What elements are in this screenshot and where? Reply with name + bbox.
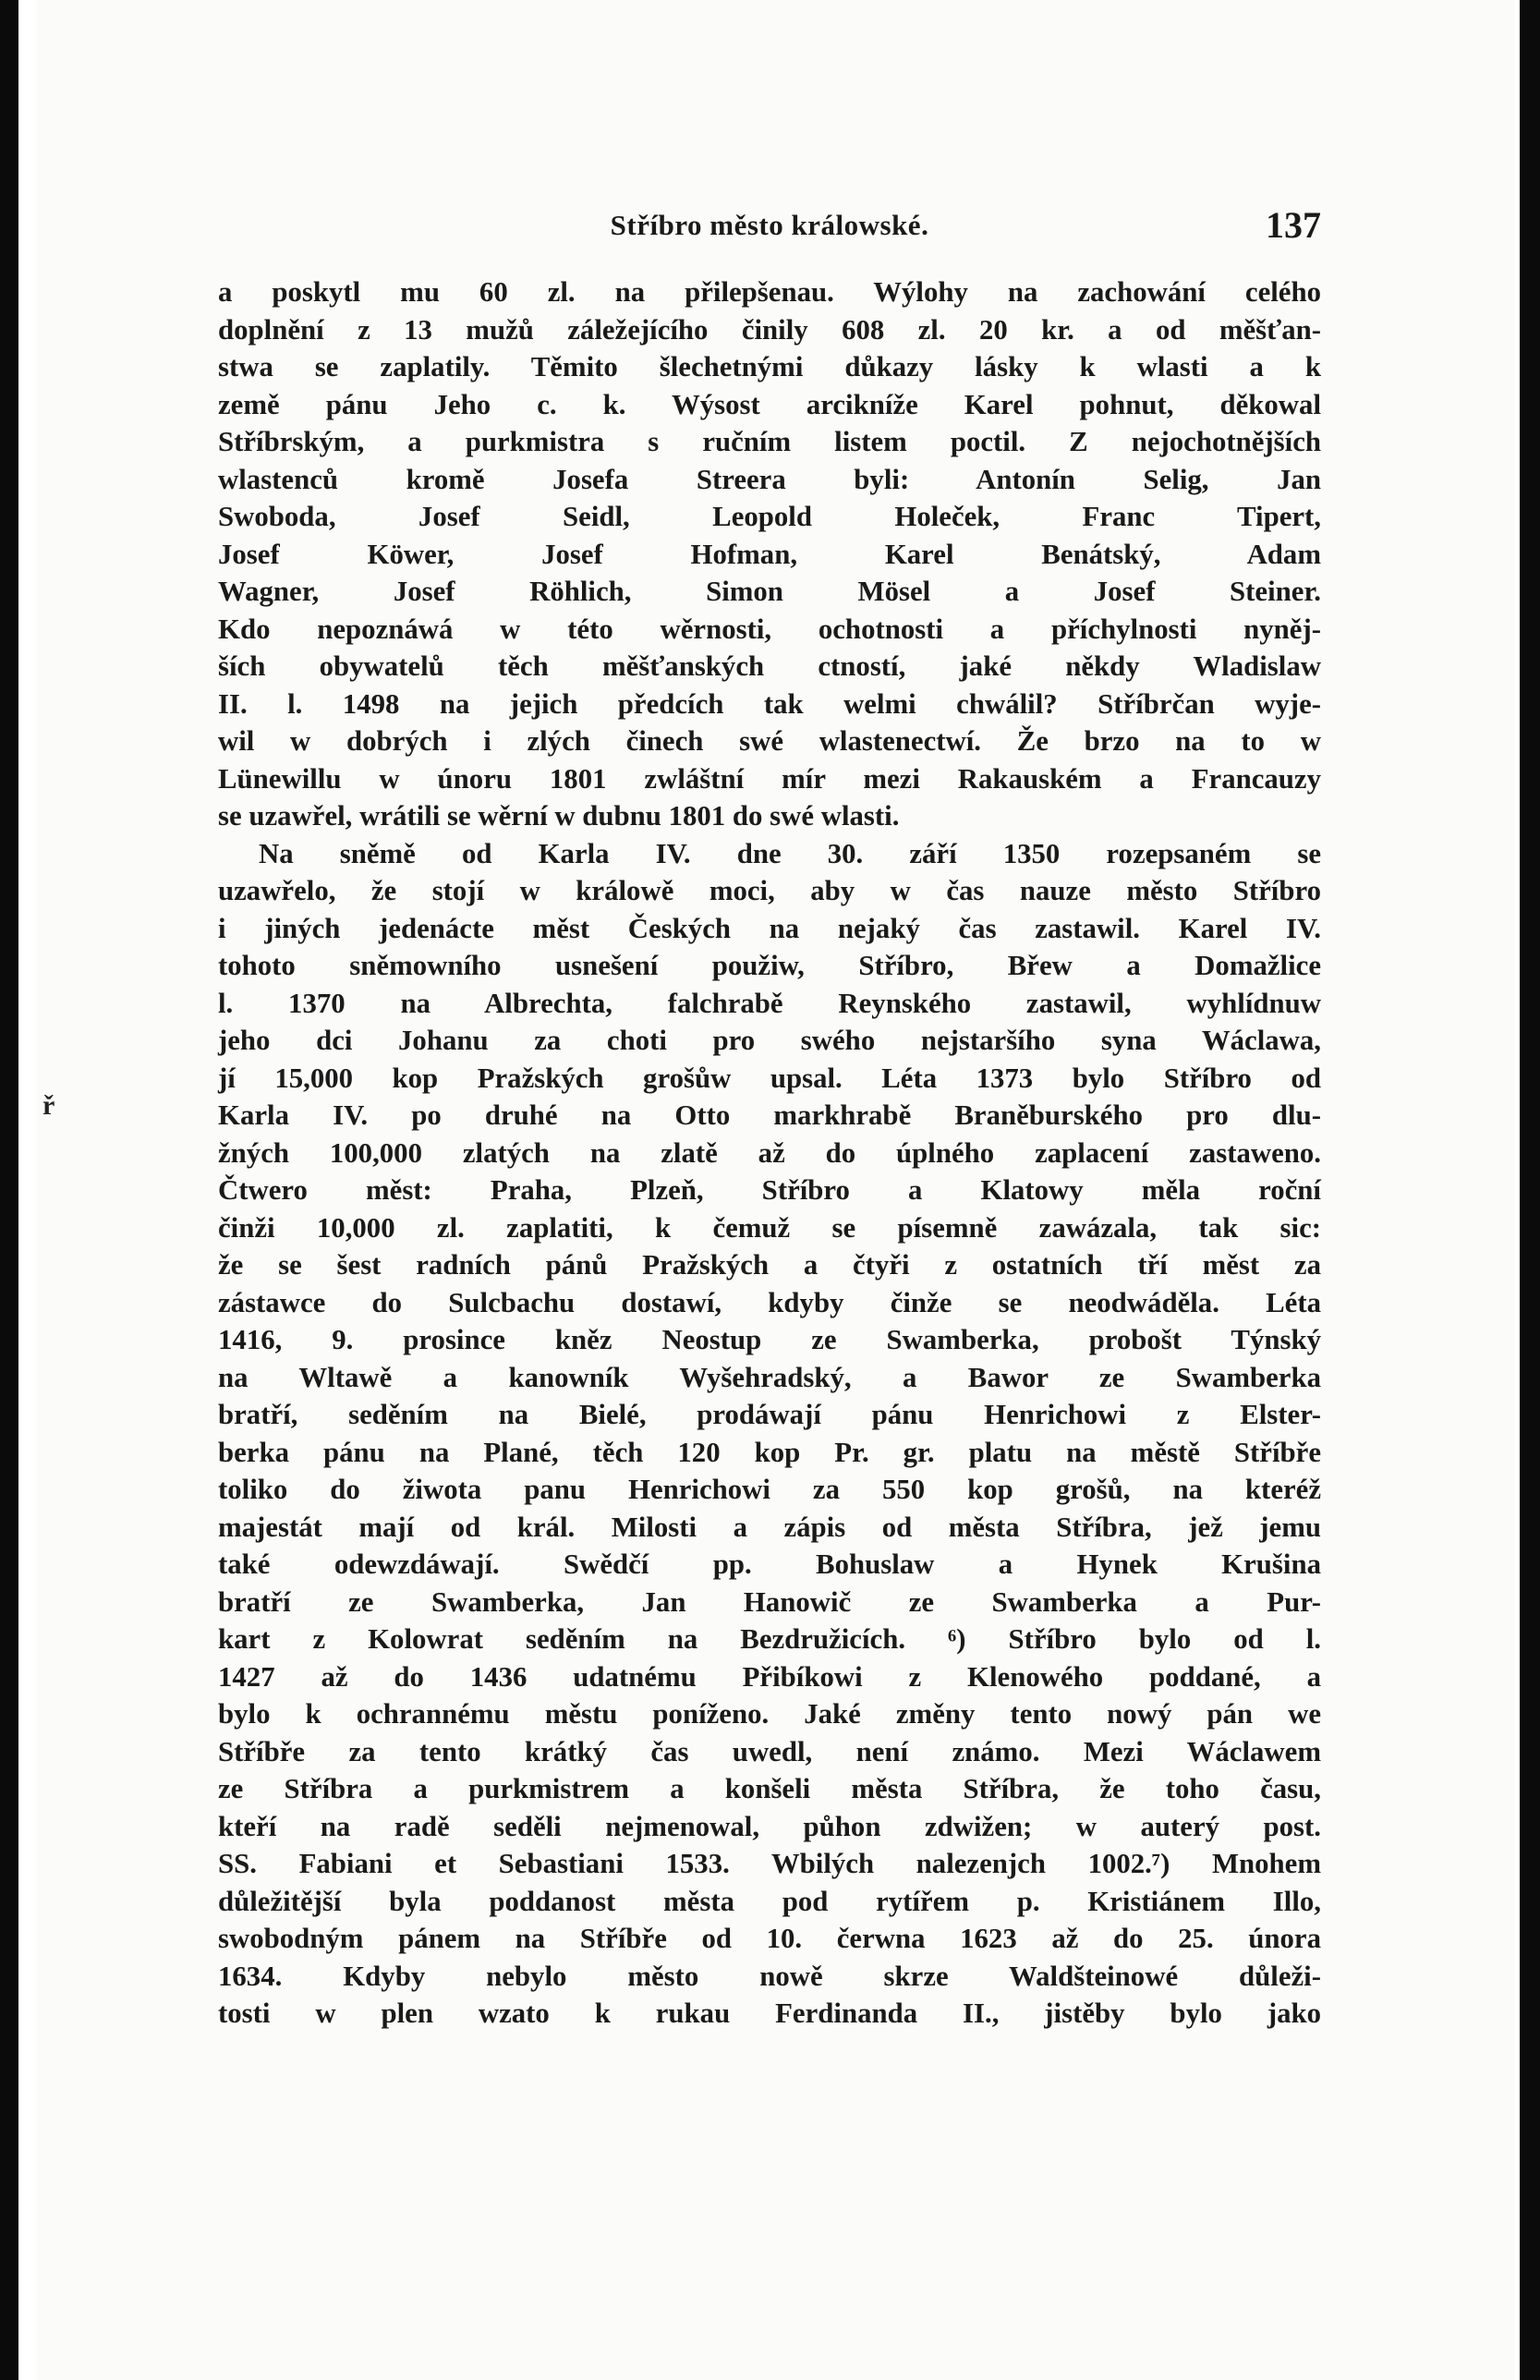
text-line: 1416, 9. prosince kněz Neostup ze Swamberka, probošt Týnský [218,1324,1321,1355]
text-line: II. l. 1498 na jejich předcích tak welmi chwálil? Stříbrčan wyje- [218,687,1321,720]
text-line: ze Stříbra a purkmistrem a konšeli města Stříbra, že toho času, [218,1773,1321,1804]
text-line: 1634. Kdyby nebylo město nowě skrze Waldšteinowé důleži- [218,1960,1321,1992]
text-line: bratří, seděním na Bielé, prodáwají pánu Henrichowi z Elster- [218,1399,1321,1430]
text-line: země pánu Jeho c. k. Wýsost arcikníže Karel pohnut, děkowal [218,388,1321,420]
text-line: důležitější byla poddanost města pod rytířem p. Kristiánem Illo, [218,1885,1321,1917]
text-line: žných 100,000 zlatých na zlatě až do úplného zaplacení zastaweno. [218,1136,1321,1169]
text-line: toliko do žiwota panu Henrichowi za 550 kop grošů, na kteréž [218,1474,1321,1505]
text-line: na Wltawě a kanowník Wyšehradský, a Bawor ze Swamberka [218,1361,1321,1393]
text-line: tosti w plen wzato k rukau Ferdinanda II., jistěby bylo jako [218,1998,1321,2029]
text-line: činži 10,000 zl. zaplatiti, k čemuž se písemně zawázala, tak sic: [218,1211,1321,1244]
text-line: Wagner, Josef Röhlich, Simon Mösel a Josef Steiner. [218,576,1321,607]
text-line: Swoboda, Josef Seidl, Leopold Holeček, Franc Tipert, [218,501,1321,532]
margin-mark: ř [42,1090,55,1121]
running-head: Stříbro město králowské. [610,209,929,241]
text-line: Stříbře za tento krátký čas uwedl, není známo. Mezi Wáclawem [218,1735,1321,1767]
text-line: uzawřelo, že stojí w králowě moci, aby w čas nauze město Stříbro [218,875,1321,906]
text-line: wil w dobrých i zlých činech swé wlastenectwí. Že brzo na to w [218,725,1321,757]
body-text [218,273,1321,2033]
page-number: 137 [1266,204,1321,246]
text-line: wlastenců kromě Josefa Streera byli: Antonín Selig, Jan [218,463,1321,495]
text-line: doplnění z 13 mužů záležejícího činily 608 zl. 20 kr. a od měšťan- [218,313,1321,346]
text-line: zástawce do Sulcbachu dostawí, kdyby činže se neodwáděla. Léta [218,1286,1321,1318]
text-line: Karla IV. po druhé na Otto markhrabě Braněburského pro dlu- [218,1099,1321,1131]
text-line: stwa se zaplatily. Těmito šlechetnými důkazy lásky k wlasti a k [218,351,1321,382]
text-line: také odewzdáwají. Swědčí pp. Bohuslaw a Hynek Krušina [218,1548,1321,1580]
text-line: Na sněmě od Karla IV. dne 30. září 1350 rozepsaném se [259,837,1321,869]
text-line: Josef Köwer, Josef Hofman, Karel Benátský, Adam [218,538,1321,570]
text-line: i jiných jedenácte měst Českých na nejaký čas zastawil. Karel IV. [218,912,1321,944]
text-line: a poskytl mu 60 zl. na přilepšenau. Wýlohy na zachowání celého [218,276,1321,308]
text-line: swobodným pánem na Stříbře od 10. čerwna 1623 až do 25. února [218,1923,1321,1954]
text-line: bratří ze Swamberka, Jan Hanowič ze Swamberka a Pur- [218,1585,1321,1618]
text-line: jeho dci Johanu za choti pro swého nejstaršího syna Wáclawa, [218,1025,1321,1056]
text-line: ších obywatelů těch měšťanských ctností, jaké někdy Wladislaw [218,650,1321,682]
text-line: se uzawřel, wrátili se wěrní w dubnu 1801 do swé wlasti. [218,800,900,832]
text-line: Stříbrským, a purkmistra s ručním listem poctil. Z nejochotnějších [218,426,1321,457]
text-line: jí 15,000 kop Pražských grošůw upsal. Léta 1373 bylo Stříbro od [218,1062,1321,1094]
text-line: kart z Kolowrat seděním na Bezdružicích. ⁶) Stříbro bylo od l. [218,1623,1321,1655]
text-line: tohoto sněmowního usnešení použiw, Stříbro, Břew a Domažlice [218,950,1321,981]
text-line: Čtwero měst: Praha, Plzeň, Stříbro a Klatowy měla roční [218,1174,1321,1206]
scan-edge-right [1520,0,1540,2380]
scan-edge-left [0,0,18,2380]
text-line: 1427 až do 1436 udatnému Přibíkowi z Klenowého poddané, a [218,1660,1321,1693]
text-line: bylo k ochrannému městu poníženo. Jaké změny tento nowý pán we [218,1698,1321,1730]
text-line: l. 1370 na Albrechta, falchrabě Reynského zastawil, wyhlídnuw [218,987,1321,1019]
text-line: Lünewillu w únoru 1801 zwláštní mír mezi Rakauském a Francauzy [218,762,1321,795]
text-line: že se šest radních pánů Pražských a čtyři z ostatních tří měst za [218,1249,1321,1281]
text-line: majestát mají od král. Milosti a zápis od města Stříbra, jež jemu [218,1511,1321,1543]
text-line: kteří na radě seděli nejmenowal, půhon zdwižen; w auterý post. [218,1810,1321,1842]
page-header [218,203,1321,251]
text-line: SS. Fabiani et Sebastiani 1533. Wbilých nalezenjch 1002.⁷) Mnohem [218,1848,1321,1879]
text-line: Kdo nepoznáwá w této wěrnosti, ochotnosti a příchylnosti nyněj- [218,613,1321,645]
text-line: berka pánu na Plané, těch 120 kop Pr. gr. platu na městě Stříbře [218,1436,1321,1468]
